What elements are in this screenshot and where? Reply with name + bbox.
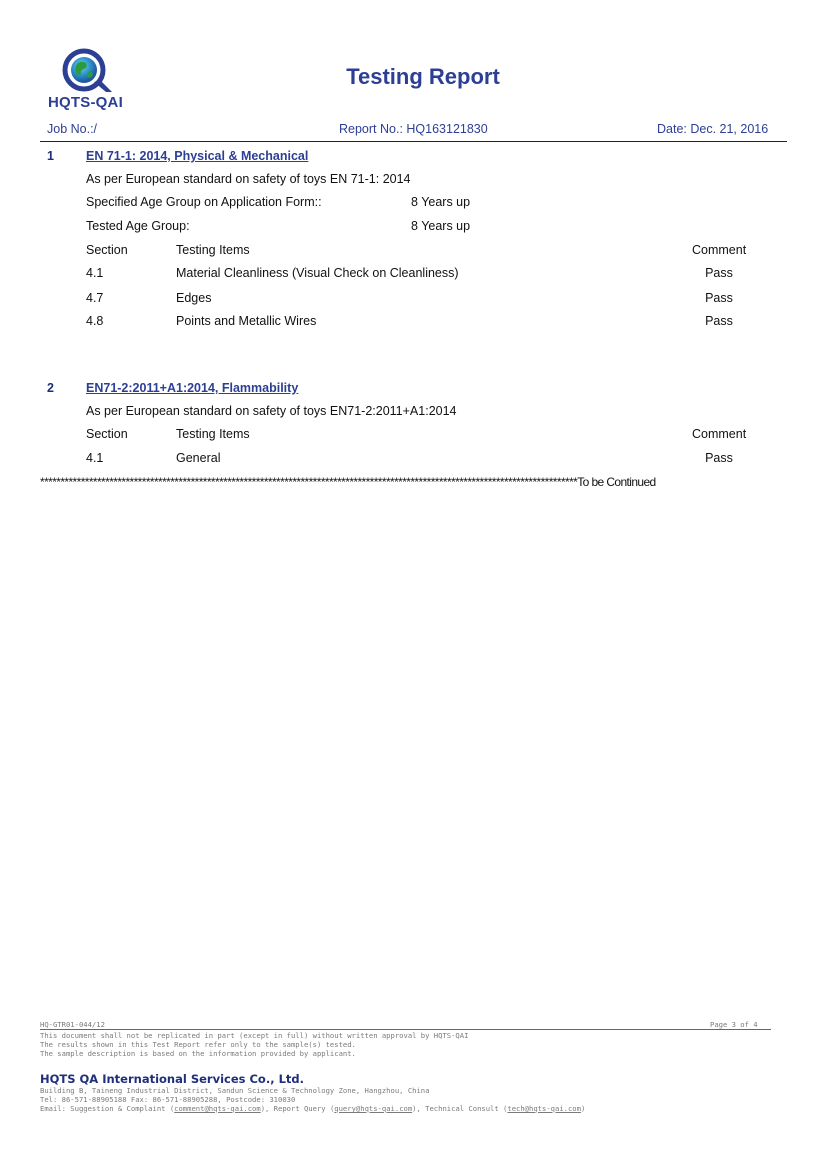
- company-phone: Tel: 86-571-88905188 Fax: 86-571-88905288, Postcode: 310030: [40, 1095, 296, 1104]
- row-section: 4.1: [86, 451, 104, 465]
- row-comment: Pass: [705, 451, 733, 465]
- column-header-testing-items: Testing Items: [176, 243, 250, 257]
- row-comment: Pass: [705, 291, 733, 305]
- company-name: HQTS QA International Services Co., Ltd.: [40, 1072, 304, 1086]
- to-be-continued: ************************************************************************************************************************************To be Continued: [40, 475, 656, 489]
- tested-age-label: Tested Age Group:: [86, 219, 190, 233]
- query-email-link[interactable]: query@hqts-qai.com: [334, 1104, 413, 1113]
- row-section: 4.8: [86, 314, 104, 328]
- row-testing-item: Points and Metallic Wires: [176, 314, 317, 328]
- brand-name: HQTS-QAI: [48, 94, 123, 111]
- section-title: EN 71-1: 2014, Physical & Mechanical: [86, 149, 309, 163]
- row-section: 4.7: [86, 291, 104, 305]
- row-section: 4.1: [86, 266, 104, 280]
- complaint-email-link[interactable]: comment@hqts-qai.com: [174, 1104, 261, 1113]
- row-testing-item: Edges: [176, 291, 212, 305]
- email-separator: ), Report Query (: [260, 1104, 335, 1113]
- row-testing-item: General: [176, 451, 221, 465]
- column-header-section: Section: [86, 243, 128, 257]
- section-intro: As per European standard on safety of toys EN 71-1: 2014: [86, 172, 411, 186]
- row-comment: Pass: [705, 266, 733, 280]
- report-date: Date: Dec. 21, 2016: [657, 122, 769, 136]
- tested-age-value: 8 Years up: [411, 219, 471, 233]
- company-address: Building B, Taineng Industrial District, Sandun Science & Technology Zone, Hangzhou, China: [40, 1086, 430, 1095]
- section-number: 1: [47, 149, 54, 163]
- section-title: EN71-2:2011+A1:2014, Flammability: [86, 381, 299, 395]
- specified-age-value: 8 Years up: [411, 195, 471, 209]
- globe-q-icon: [40, 44, 140, 100]
- row-testing-item: Material Cleanliness (Visual Check on Cleanliness): [176, 266, 459, 280]
- form-code: HQ-GTR01-044/12: [40, 1020, 105, 1029]
- page-title: Testing Report: [346, 64, 500, 89]
- email-label: Email: Suggestion & Complaint (: [40, 1104, 175, 1113]
- section-number: 2: [47, 381, 54, 395]
- email-close: ): [580, 1104, 586, 1113]
- tech-email-link[interactable]: tech@hqts-qai.com: [507, 1104, 581, 1113]
- disclaimer-line: The results shown in this Test Report refer only to the sample(s) tested.: [40, 1040, 356, 1049]
- page-number: Page 3 of 4: [710, 1020, 758, 1029]
- job-number: Job No.:/: [47, 122, 98, 136]
- report-number: Report No.: HQ163121830: [339, 122, 488, 136]
- column-header-section: Section: [86, 427, 128, 441]
- footer-divider: [40, 1029, 771, 1030]
- header-divider: [40, 141, 787, 142]
- section-intro: As per European standard on safety of toys EN71-2:2011+A1:2014: [86, 404, 457, 418]
- company-email-line: [40, 1104, 585, 1113]
- column-header-comment: Comment: [692, 427, 747, 441]
- column-header-comment: Comment: [692, 243, 747, 257]
- email-separator: ), Technical Consult (: [412, 1104, 508, 1113]
- disclaimer-line: This document shall not be replicated in part (except in full) without written approval by HQTS-QAI: [40, 1031, 469, 1040]
- column-header-testing-items: Testing Items: [176, 427, 250, 441]
- row-comment: Pass: [705, 314, 733, 328]
- specified-age-label: Specified Age Group on Application Form::: [86, 195, 322, 209]
- disclaimer-line: The sample description is based on the information provided by applicant.: [40, 1049, 356, 1058]
